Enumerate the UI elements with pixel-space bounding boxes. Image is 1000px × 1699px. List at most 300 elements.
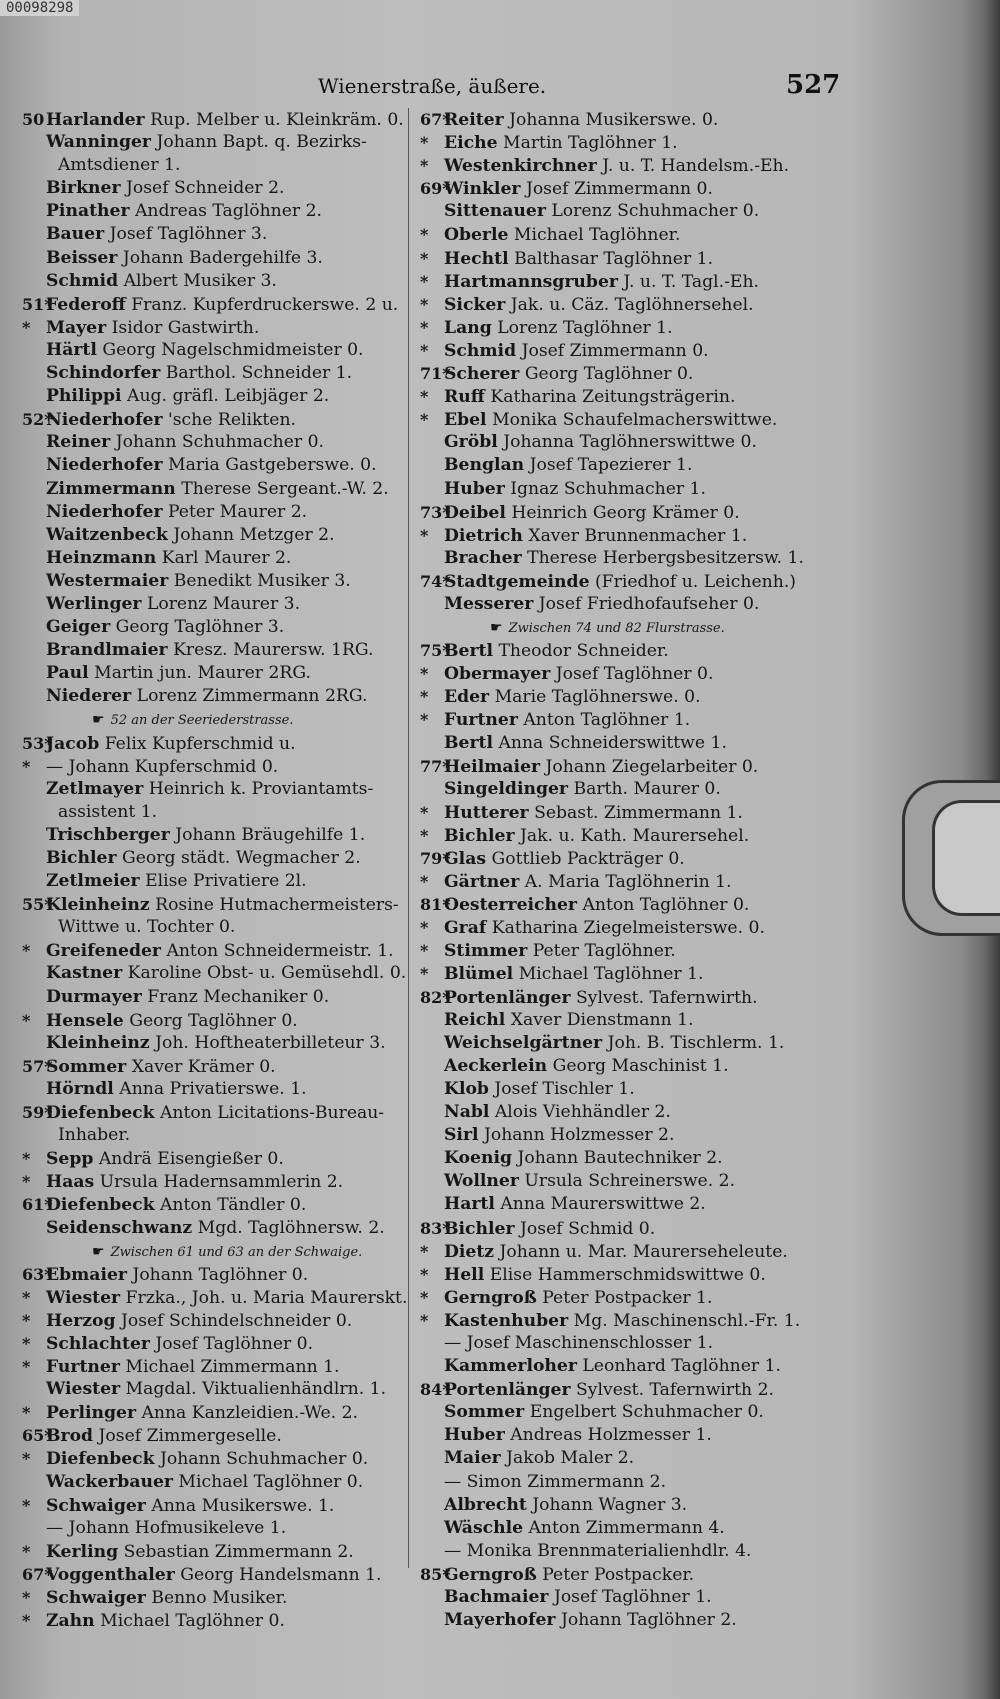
entry-text: Anton Taglöhner 0. <box>582 895 750 916</box>
left-entry <box>22 108 414 131</box>
resident-name: Bauer <box>46 224 105 245</box>
entry-text: Michael Taglöhner 1. <box>518 964 704 985</box>
resident-name: Bichler <box>444 1218 515 1239</box>
resident-name: Sommer <box>46 1056 127 1077</box>
entry-text: Peter Postpacker 1. <box>542 1287 713 1308</box>
right-entry <box>420 870 840 893</box>
entry-text: — Josef Maschinenschlosser 1. <box>444 1332 714 1353</box>
house-number: 67* <box>420 110 451 129</box>
entry-text: Lorenz Taglöhner 1. <box>497 317 673 338</box>
house-number: 73* <box>420 502 451 522</box>
right-entry <box>420 708 840 731</box>
resident-name: Eder <box>444 687 490 708</box>
right-entry <box>420 1540 840 1563</box>
house-number: 83* <box>420 1218 451 1238</box>
left-entry <box>22 1170 414 1193</box>
resident-name: Wollner <box>444 1171 519 1192</box>
resident-name: Geiger <box>46 617 111 638</box>
right-entry <box>420 293 840 316</box>
resident-name: Seidenschwanz <box>46 1217 193 1238</box>
left-continuation <box>22 154 414 177</box>
left-entry <box>22 986 414 1009</box>
resident-name: Sicker <box>444 294 506 315</box>
resident-name: Hartmannsgruber <box>444 271 618 292</box>
entry-text: Joh. B. Tischlerm. 1. <box>607 1032 785 1053</box>
entry-text: Engelbert Schuhmacher 0. <box>529 1402 764 1423</box>
entry-text: Marie Taglöhnerswe. 0. <box>494 687 701 708</box>
resident-name: Schmid <box>444 340 517 361</box>
left-entry <box>22 524 414 547</box>
entry-text: Jakob Maler 2. <box>506 1448 635 1469</box>
resident-name: Eiche <box>444 133 498 154</box>
left-entry <box>22 362 414 385</box>
entry-text: Anna Privatierswe. 1. <box>119 1078 307 1099</box>
right-entry <box>420 1147 840 1170</box>
resident-name: Sepp <box>46 1149 94 1170</box>
entry-text: Johanna Taglöhnerswittwe 0. <box>503 432 757 453</box>
entry-text: Andreas Taglöhner 2. <box>134 201 322 222</box>
house-number: 74* <box>420 571 451 591</box>
resident-name: Zetlmayer <box>46 778 144 799</box>
resident-name: Gärtner <box>444 872 520 893</box>
resident-name: Bichler <box>46 848 117 868</box>
star-marker: * <box>420 225 429 245</box>
entry-text: Therese Sergeant.-W. 2. <box>181 478 389 499</box>
entry-text: Josef Taglöhner 0. <box>555 664 714 685</box>
resident-name: Ebel <box>444 410 487 431</box>
note-text: Zwischen 61 und 63 an der Schwaige. <box>110 1244 363 1260</box>
left-entry <box>22 1032 414 1055</box>
entry-text: Ursula Hadernsammlerin 2. <box>99 1172 344 1193</box>
entry-text: Benedikt Musiker 3. <box>173 570 351 591</box>
right-street-note <box>420 616 840 639</box>
right-entry <box>420 339 840 362</box>
resident-name: Dietrich <box>444 525 523 546</box>
resident-name: Reiner <box>46 432 111 453</box>
left-entry <box>22 1494 414 1517</box>
entry-text: Mg. Maschinenschl.-Fr. 1. <box>573 1310 801 1331</box>
right-entry <box>420 1586 840 1609</box>
right-entry <box>420 454 840 477</box>
right-entry <box>420 1563 840 1586</box>
left-entry <box>22 339 414 362</box>
star-marker: * <box>420 1241 429 1261</box>
left-entry <box>22 1286 414 1309</box>
entry-text: Anton Licitations-Bureau- <box>160 1103 385 1124</box>
left-entry <box>22 1355 414 1378</box>
star-marker: * <box>420 664 429 684</box>
entry-text: Georg Taglöhner 0. <box>524 364 694 385</box>
entry-text: Josef Schmid 0. <box>520 1218 656 1239</box>
entry-text: Ignaz Schuhmacher 1. <box>510 478 706 499</box>
entry-text: Mgd. Taglöhnersw. 2. <box>197 1217 385 1238</box>
left-entry <box>22 1055 414 1078</box>
star-marker: * <box>420 387 429 407</box>
entry-text: Peter Taglöhner. <box>532 941 676 962</box>
star-marker: * <box>420 410 429 430</box>
resident-name: Weichselgärtner <box>444 1032 603 1053</box>
entry-text: Aug. gräfl. Leibjäger 2. <box>127 386 330 407</box>
left-entry <box>22 223 414 246</box>
entry-text: Sebast. Zimmermann 1. <box>534 802 743 823</box>
entry-text: Martin jun. Maurer 2RG. <box>94 663 311 684</box>
resident-name: Bachmaier <box>444 1587 549 1607</box>
entry-text: Karl Maurer 2. <box>161 547 292 568</box>
entry-text: Amtsdiener 1. <box>58 155 181 176</box>
resident-name: Werlinger <box>46 593 142 614</box>
left-entry <box>22 1101 414 1124</box>
right-entry <box>420 639 840 662</box>
resident-name: Portenlänger <box>444 987 571 1008</box>
right-entry <box>420 570 840 593</box>
resident-name: Herzog <box>46 1310 116 1331</box>
house-number: 75* <box>420 641 451 661</box>
entry-text: Michael Taglöhner 0. <box>100 1611 285 1632</box>
resident-name: Schmid <box>46 270 119 291</box>
entry-text: Johann u. Mar. Maurerseheleute. <box>499 1241 788 1262</box>
star-marker: * <box>22 1403 31 1423</box>
entry-text: Isidor Gastwirth. <box>111 317 260 338</box>
entry-text: Josef Schindelschneider 0. <box>120 1310 353 1331</box>
resident-name: Dietz <box>444 1241 495 1262</box>
resident-name: Oberle <box>444 225 509 246</box>
resident-name: Wäschle <box>444 1517 524 1538</box>
entry-text: Michael Taglöhner. <box>513 225 681 246</box>
resident-name: Hartl <box>444 1194 495 1215</box>
right-entry <box>420 108 840 131</box>
entry-text: Johann Schuhmacher 0. <box>115 432 324 453</box>
resident-name: Winkler <box>444 179 521 200</box>
left-entry <box>22 1263 414 1286</box>
right-entry <box>420 1101 840 1124</box>
resident-name: Brod <box>46 1426 94 1447</box>
entry-text: Jak. u. Kath. Maurersehel. <box>520 825 750 846</box>
right-entry <box>420 939 840 962</box>
entry-text: Alois Viehhändler 2. <box>494 1102 671 1123</box>
entry-text: Peter Maurer 2. <box>168 501 308 522</box>
left-entry <box>22 478 414 501</box>
star-marker: * <box>22 1333 31 1353</box>
entry-text: Michael Zimmermann 1. <box>125 1357 340 1378</box>
entry-text: Magdal. Viktualienhändlrn. 1. <box>125 1379 387 1400</box>
right-entry <box>420 1471 840 1494</box>
right-entry <box>420 270 840 293</box>
left-entry <box>22 893 414 916</box>
house-number: 52* <box>22 410 53 430</box>
star-marker: * <box>22 1149 31 1169</box>
star-marker: * <box>22 941 31 961</box>
entry-text: J. u. T. Tagl.-Eh. <box>623 271 759 292</box>
right-entry <box>420 1032 840 1055</box>
star-marker: * <box>420 525 429 545</box>
resident-name: Singeldinger <box>444 778 568 799</box>
left-entry <box>22 962 414 985</box>
entry-text: Johann Holzmesser 2. <box>484 1125 675 1146</box>
right-entry <box>420 824 840 847</box>
entry-text: Jak. u. Cäz. Taglöhnersehel. <box>510 294 754 315</box>
right-entry <box>420 362 840 385</box>
left-entry <box>22 685 414 708</box>
right-entry <box>420 593 840 616</box>
house-number: 61* <box>22 1195 53 1215</box>
left-entry <box>22 824 414 847</box>
resident-name: Stadtgemeinde <box>444 571 590 592</box>
entry-text: Balthasar Taglöhner 1. <box>514 248 714 269</box>
house-number: 82* <box>420 987 451 1007</box>
entry-text: Georg städt. Wegmacher 2. <box>122 848 361 868</box>
resident-name: Hutterer <box>444 802 529 823</box>
house-number: 53* <box>22 733 53 753</box>
resident-name: Wiester <box>46 1287 121 1308</box>
left-continuation <box>22 1124 414 1147</box>
left-entry <box>22 408 414 431</box>
house-number: 85* <box>420 1564 451 1584</box>
left-entry <box>22 1517 414 1540</box>
right-entry <box>420 662 840 685</box>
house-number: 84* <box>420 1380 451 1400</box>
resident-name: Heinzmann <box>46 547 157 568</box>
star-marker: * <box>420 872 429 892</box>
entry-text: Josef Friedhofaufseher 0. <box>538 593 760 614</box>
resident-name: Birkner <box>46 178 121 199</box>
left-entry <box>22 293 414 316</box>
resident-name: Furtner <box>444 710 518 731</box>
right-entry <box>420 916 840 939</box>
resident-name: Waitzenbeck <box>46 524 168 545</box>
entry-text: Theodor Schneider. <box>498 641 669 662</box>
left-entry <box>22 247 414 270</box>
right-entry <box>420 1517 840 1540</box>
right-entry <box>420 478 840 501</box>
entry-text: Xaver Krämer 0. <box>131 1056 276 1077</box>
resident-name: Wackerbauer <box>46 1471 173 1492</box>
resident-name: Jacob <box>46 733 100 754</box>
left-entry <box>22 177 414 200</box>
star-marker: * <box>420 710 429 730</box>
house-number: 51* <box>22 294 53 314</box>
entry-text: Elise Privatiere 2l. <box>145 871 307 892</box>
resident-name: Schlachter <box>46 1333 150 1354</box>
entry-text: Andrä Eisengießer 0. <box>98 1149 284 1170</box>
entry-text: Georg Handelsmann 1. <box>180 1564 382 1585</box>
star-marker: * <box>22 1449 31 1469</box>
resident-name: Federoff <box>46 294 126 315</box>
star-marker: * <box>22 1495 31 1515</box>
left-entry <box>22 1609 414 1632</box>
entry-text: Anton Zimmermann 4. <box>528 1517 725 1538</box>
star-marker: * <box>420 964 429 984</box>
star-marker: * <box>420 825 429 845</box>
entry-text: Barth. Maurer 0. <box>573 778 721 799</box>
entry-text: Josef Taglöhner 1. <box>553 1587 712 1607</box>
entry-text: Heinrich Georg Krämer 0. <box>511 502 740 523</box>
resident-name: Messerer <box>444 593 534 614</box>
resident-name: Sommer <box>444 1402 525 1423</box>
star-marker: * <box>22 756 31 776</box>
right-column <box>420 108 840 1632</box>
left-entry <box>22 570 414 593</box>
entry-text: Georg Maschinist 1. <box>552 1055 729 1076</box>
star-marker: * <box>420 687 429 707</box>
entry-text: Xaver Dienstmann 1. <box>510 1009 694 1030</box>
resident-name: Wiester <box>46 1379 121 1400</box>
entry-text: Sylvest. Tafernwirth. <box>576 987 758 1008</box>
star-marker: * <box>22 1172 31 1192</box>
left-entry <box>22 1332 414 1355</box>
resident-name: Zetlmeier <box>46 871 140 892</box>
resident-name: Perlinger <box>46 1403 137 1424</box>
star-marker: * <box>22 1541 31 1561</box>
right-entry <box>420 1263 840 1286</box>
left-entry <box>22 1378 414 1401</box>
entry-text: Anton Tändler 0. <box>160 1195 307 1216</box>
resident-name: Huber <box>444 478 505 499</box>
star-marker: * <box>420 1287 429 1307</box>
left-entry <box>22 1563 414 1586</box>
street-heading: Wienerstraße, äußere. <box>318 74 547 98</box>
resident-name: Furtner <box>46 1357 120 1378</box>
right-entry <box>420 316 840 339</box>
right-entry <box>420 685 840 708</box>
house-number: 63* <box>22 1264 53 1284</box>
right-entry <box>420 1009 840 1032</box>
entry-text: Georg Nagelschmidmeister 0. <box>102 339 364 360</box>
star-marker: * <box>22 1287 31 1307</box>
resident-name: Westermaier <box>46 570 169 591</box>
resident-name: Diefenbeck <box>46 1103 155 1124</box>
right-entry <box>420 962 840 985</box>
house-number: 55* <box>22 895 53 915</box>
page-number: 527 <box>786 70 841 100</box>
left-entry <box>22 755 414 778</box>
resident-name: Härtl <box>46 339 97 360</box>
house-number: 69* <box>420 179 451 199</box>
right-entry <box>420 1309 840 1332</box>
resident-name: Paul <box>46 663 89 684</box>
right-entry <box>420 223 840 246</box>
left-entry <box>22 131 414 154</box>
star-marker: * <box>420 248 429 268</box>
left-entry <box>22 270 414 293</box>
resident-name: Bertl <box>444 732 493 753</box>
star-marker: * <box>420 340 429 360</box>
resident-name: Gerngroß <box>444 1287 537 1308</box>
resident-name: Pinather <box>46 201 130 222</box>
star-marker: * <box>420 294 429 314</box>
resident-name: Brandlmaier <box>46 640 168 661</box>
house-number: 65* <box>22 1426 53 1446</box>
resident-name: Kammerloher <box>444 1356 577 1377</box>
left-entry <box>22 1401 414 1424</box>
resident-name: Scherer <box>444 364 520 385</box>
resident-name: Diefenbeck <box>46 1195 155 1216</box>
left-street-note <box>22 1240 414 1263</box>
resident-name: Philippi <box>46 386 122 407</box>
right-entry <box>420 154 840 177</box>
entry-text: Georg Taglöhner 0. <box>129 1010 298 1031</box>
resident-name: Hörndl <box>46 1078 114 1099</box>
entry-text: Johann Taglöhner 0. <box>132 1264 309 1285</box>
resident-name: Westenkirchner <box>444 156 597 177</box>
left-entry <box>22 847 414 870</box>
resident-name: Albrecht <box>444 1494 527 1515</box>
right-entry <box>420 501 840 524</box>
entry-text: Therese Herbergsbesitzersw. 1. <box>527 547 804 568</box>
resident-name: Kerling <box>46 1541 119 1562</box>
star-marker: * <box>22 1010 31 1030</box>
right-entry <box>420 385 840 408</box>
entry-text: Anna Schneiderswittwe 1. <box>498 732 727 753</box>
resident-name: Durmayer <box>46 986 142 1007</box>
star-marker: * <box>22 1588 31 1607</box>
star-marker: * <box>420 1310 429 1330</box>
entry-text: Anna Kanzleidien.-We. 2. <box>141 1403 358 1424</box>
entry-text: Katharina Ziegelmeisterswe. 0. <box>491 918 765 939</box>
resident-name: Gerngroß <box>444 1564 537 1585</box>
left-entry <box>22 1217 414 1240</box>
entry-text: — Johann Kupferschmid 0. <box>46 756 279 777</box>
right-entry <box>420 1240 840 1263</box>
left-column <box>22 108 414 1632</box>
resident-name: Haas <box>46 1172 95 1193</box>
resident-name: Zahn <box>46 1611 95 1632</box>
entry-text: Lorenz Schuhmacher 0. <box>551 201 760 222</box>
resident-name: Reiter <box>444 110 504 130</box>
entry-text: (Friedhof u. Leichenh.) <box>594 571 796 592</box>
entry-text: Johann Metzger 2. <box>173 524 335 545</box>
left-entry <box>22 501 414 524</box>
resident-name: Hechtl <box>444 248 509 269</box>
resident-name: Niederhofer <box>46 410 163 431</box>
resident-name: Koenig <box>444 1148 513 1169</box>
resident-name: Benglan <box>444 455 525 476</box>
right-entry <box>420 200 840 223</box>
entry-text: Anton Taglöhner 1. <box>523 710 691 731</box>
left-street-note <box>22 708 414 731</box>
right-entry <box>420 801 840 824</box>
resident-name: Sirl <box>444 1125 479 1146</box>
left-entry <box>22 662 414 685</box>
right-entry <box>420 1378 840 1401</box>
entry-text: Martin Taglöhner 1. <box>503 133 678 154</box>
entry-text: Leonhard Taglöhner 1. <box>582 1356 782 1377</box>
entry-text: Johann Bautechniker 2. <box>517 1148 723 1169</box>
left-entry <box>22 1424 414 1447</box>
star-marker: * <box>22 1611 31 1631</box>
resident-name: Ebmaier <box>46 1264 127 1285</box>
page-tab-inner <box>932 800 1000 916</box>
left-continuation <box>22 916 414 939</box>
left-entry <box>22 593 414 616</box>
entry-text: Elise Hammerschmidswittwe 0. <box>489 1264 766 1285</box>
entry-text: J. u. T. Handelsm.-Eh. <box>602 156 790 177</box>
star-marker: * <box>420 156 429 176</box>
entry-text: Josef Taglöhner 0. <box>155 1333 314 1354</box>
entry-text: Josef Taglöhner 3. <box>109 224 268 245</box>
entry-text: Franz. Kupferdruckerswe. 2 u. <box>131 294 399 315</box>
entry-text: Barthol. Schneider 1. <box>165 363 353 384</box>
resident-name: Mayer <box>46 317 107 338</box>
entry-text: Lorenz Maurer 3. <box>146 593 301 614</box>
page-header <box>0 70 1000 104</box>
entry-text: Gottlieb Packträger 0. <box>491 849 685 869</box>
entry-text: A. Maria Taglöhnerin 1. <box>524 872 732 893</box>
star-marker: * <box>22 1310 31 1330</box>
entry-text: Rosine Hutmachermeisters- <box>155 895 399 916</box>
left-entry <box>22 454 414 477</box>
resident-name: Obermayer <box>444 664 551 685</box>
house-number: 67* <box>22 1564 53 1584</box>
